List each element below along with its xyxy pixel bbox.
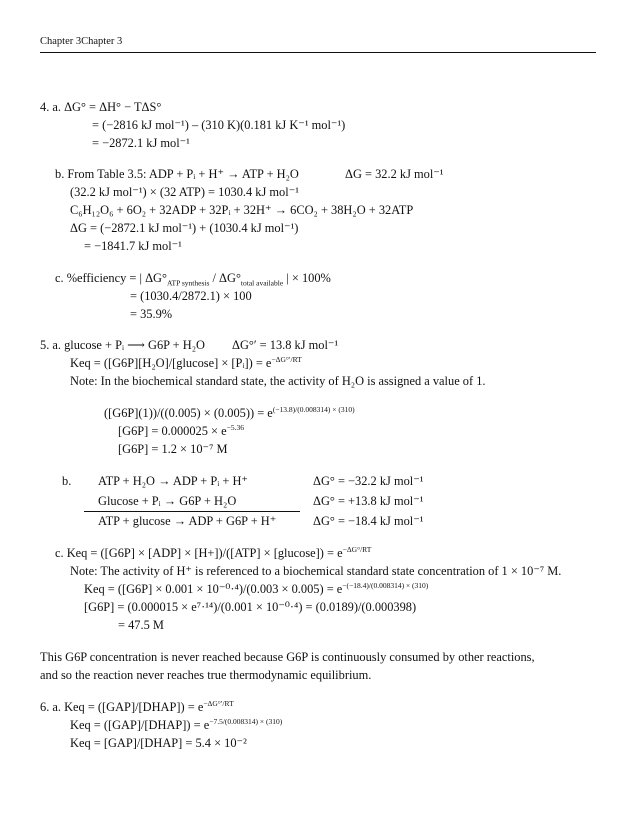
p5-c-line4: [G6P] = (0.000015 × e⁷·¹⁴)/(0.001 × 10⁻⁰·⁴) = (0.0189)/(0.000398) — [84, 600, 417, 614]
p4-c-line2: = (1030.4/2872.1) × 100 — [130, 289, 252, 303]
p4-b-line4: ΔG = (−2872.1 kJ mol⁻¹) + (1030.4 kJ mol⁻¹) — [70, 221, 299, 235]
p5-a-ratio-text: ([G6P](1))/((0.005) × (0.005)) = e — [104, 406, 273, 420]
p6-a-line2 — [70, 718, 282, 732]
p4-b-line1-result: ΔG = 32.2 kJ mol⁻¹ — [345, 167, 444, 181]
p5-b-sum-line — [84, 511, 300, 512]
p4-b-line3: C₆H₁₂O₆ + 6O₂ + 32ADP + 32Pᵢ + 32H⁺ → 6CO₂ + 38H₂O + 32ATP — [70, 203, 414, 217]
p5-b-reaction1-dg: ΔG° = −32.2 kJ mol⁻¹ — [313, 474, 424, 488]
p5-b-reaction3-dg: ΔG° = −18.4 kJ mol⁻¹ — [313, 514, 424, 528]
p4-c-line1 — [55, 271, 331, 288]
p5-b-reaction3: ATP + glucose → ADP + G6P + H⁺ — [98, 514, 277, 528]
p5-a-line6: [G6P] = 1.2 × 10⁻⁷ M — [118, 442, 228, 456]
p5-b-reaction1: ATP + H₂O → ADP + Pᵢ + H⁺ — [98, 474, 248, 488]
p4-c-sub-atp: ATP synthesis — [166, 278, 210, 288]
p4-a-line3: = −2872.1 kJ mol⁻¹ — [92, 136, 190, 150]
p5-c-line3 — [84, 582, 428, 596]
p5-c-line5: = 47.5 M — [118, 618, 164, 632]
p5-a-keq-exponent: −ΔG°′/RT — [271, 354, 302, 364]
p5-a-ratio-exponent: (−13.8)/(0.008314) × (310) — [272, 404, 355, 414]
p4-b-line5: = −1841.7 kJ mol⁻¹ — [84, 239, 182, 253]
p4-c-sub-total: total available — [240, 278, 284, 288]
p4-a-line1: 4. a. ΔG° = ΔH° − TΔS° — [40, 100, 162, 114]
p5-c-keq2-text: Keq = ([G6P] × 0.001 × 10⁻⁰·⁴)/(0.003 × 0.005) = e — [84, 582, 343, 596]
p5-c-line1 — [55, 546, 371, 560]
p4-c-text-b: / ΔG° — [209, 271, 241, 285]
p5-a-line5 — [118, 424, 244, 438]
chapter-header: Chapter 3Chapter 3 — [40, 36, 123, 47]
p5-c-keq-exponent: −ΔG°/RT — [342, 544, 372, 554]
p4-c-text-c: | × 100% — [283, 271, 331, 285]
p5-b-reaction2: Glucose + Pᵢ → G6P + H₂O — [98, 494, 237, 508]
p5-a-line1-result: ΔG°′ = 13.8 kJ mol⁻¹ — [232, 338, 339, 352]
p6-a-keq-exponent: −ΔG°′/RT — [203, 698, 234, 708]
para-line2: and so the reaction never reaches true thermodynamic equilibrium. — [40, 668, 372, 682]
p4-a-line2: = (−2816 kJ mol⁻¹) – (310 K)(0.181 kJ K⁻¹ mol⁻¹) — [92, 118, 346, 132]
p6-a-keq2-text: Keq = ([GAP]/[DHAP]) = e — [70, 718, 210, 732]
p4-c-text-a: c. %efficiency = | ΔG° — [55, 271, 167, 285]
p5-b-reaction2-dg: ΔG° = +13.8 kJ mol⁻¹ — [313, 494, 424, 508]
para-line1: This G6P concentration is never reached because G6P is continuously consumed by other reactions, — [40, 650, 535, 664]
p6-a-line3: Keq = [GAP]/[DHAP] = 5.4 × 10⁻² — [70, 736, 247, 750]
header-rule — [40, 52, 596, 53]
p5-c-note: Note: The activity of H⁺ is referenced to a biochemical standard state concentration of 1 × 10⁻⁷ M. — [70, 564, 562, 578]
p5-c-keq2-exponent: −(−18.4)/(0.008314) × (310) — [342, 580, 429, 590]
p5-a-line4 — [104, 406, 355, 420]
p5-a-keq-text: Keq = ([G6P][H₂O]/[glucose] × [Pᵢ]) = e — [70, 356, 272, 370]
p5-a-line2 — [70, 356, 302, 370]
p4-b-line2: (32.2 kJ mol⁻¹) × (32 ATP) = 1030.4 kJ mol⁻¹ — [70, 185, 299, 199]
p5-a-note: Note: In the biochemical standard state, the activity of H₂O is assigned a value of 1. — [70, 374, 486, 388]
p6-a-keq2-exponent: −7.5/(0.008314) × (310) — [209, 716, 283, 726]
p5-c-keq-text: c. Keq = ([G6P] × [ADP] × [H+])/([ATP] × [glucose]) = e — [55, 546, 343, 560]
p5-a-g6p-exponent: −5.36 — [226, 422, 244, 432]
p6-a-keq-text: 6. a. Keq = ([GAP]/[DHAP]) = e — [40, 700, 204, 714]
p6-a-line1 — [40, 700, 234, 714]
p4-b-line1: b. From Table 3.5: ADP + Pᵢ + H⁺ → ATP + H₂O — [55, 167, 299, 181]
p5-a-g6p-text: [G6P] = 0.000025 × e — [118, 424, 227, 438]
p4-c-line3: = 35.9% — [130, 307, 173, 321]
p5-b-label: b. — [62, 474, 72, 488]
p5-a-line1: 5. a. glucose + Pᵢ ⟶ G6P + H₂O — [40, 338, 205, 352]
